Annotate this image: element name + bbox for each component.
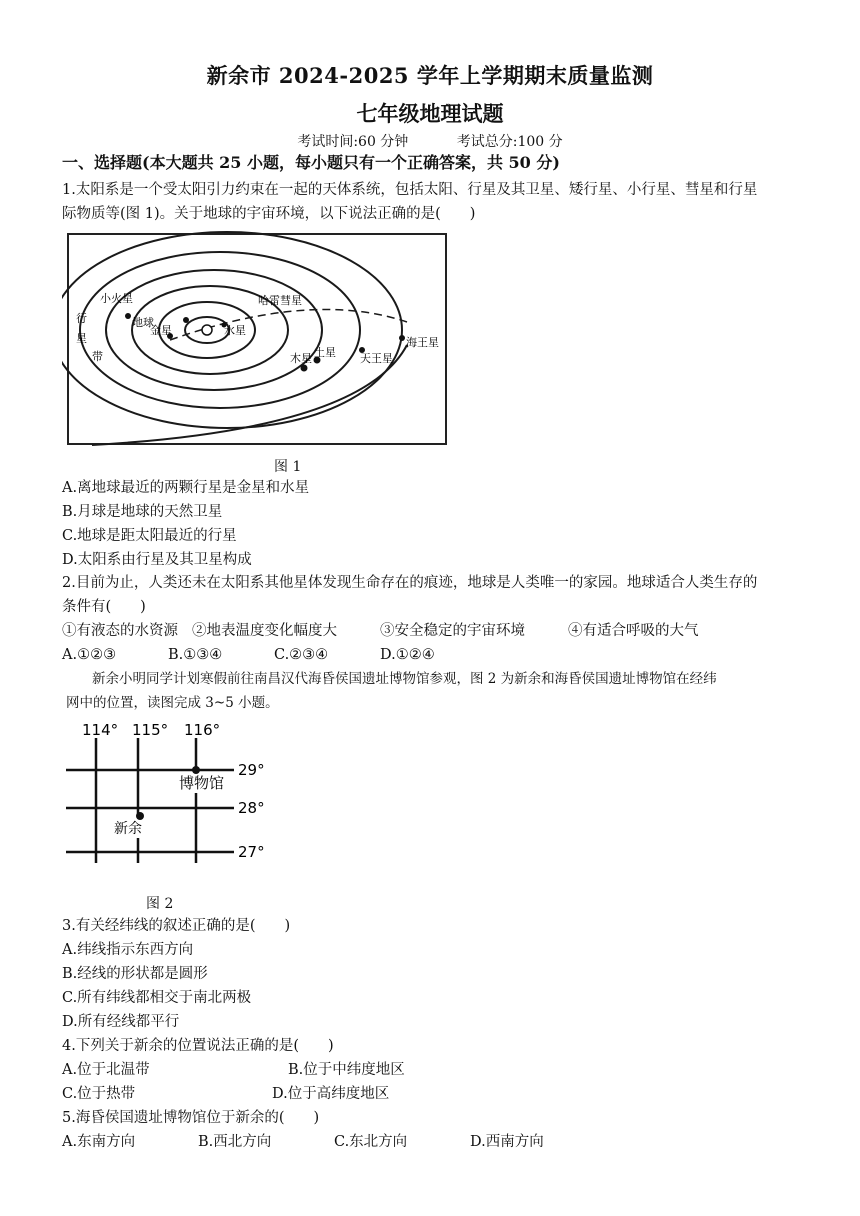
q4-option-a: A.位于北温带 xyxy=(62,1062,150,1078)
q2-statement-1: ①有液态的水资源 xyxy=(62,623,178,639)
q4-stem: 4.下列关于新余的位置说法正确的是( ) xyxy=(62,1038,334,1054)
q1-stem-line1: 1.太阳系是一个受太阳引力约束在一起的天体系统，包括太阳、行星及其卫星、矮行星、小行星、彗星和行星 xyxy=(62,182,758,198)
section-heading: 一、选择题(本大题共 25 小题，每小题只有一个正确答案，共 50 分) xyxy=(62,153,560,172)
museum-marker xyxy=(192,766,200,774)
q5-option-b: B.西北方向 xyxy=(198,1134,272,1150)
exam-meta xyxy=(0,131,860,151)
exam-time: 考试时间:60 分钟 xyxy=(297,134,409,150)
q3-option-a: A.纬线指示东西方向 xyxy=(62,942,194,958)
lat-label-28: 28° xyxy=(238,799,265,817)
q1-stem-line2: 际物质等(图 1)。关于地球的宇宙环境，以下说法正确的是( ) xyxy=(62,206,476,222)
q4-options-row2 xyxy=(62,1084,389,1104)
label-mercury: 水星 xyxy=(224,324,246,337)
figure1-frame xyxy=(68,234,446,444)
q3-option-d: D.所有经线都平行 xyxy=(62,1014,180,1030)
q4-option-c: C.位于热带 xyxy=(62,1086,136,1102)
xinyu-label: 新余 xyxy=(114,821,142,837)
label-saturn: 土星 xyxy=(314,346,336,359)
lon-label-116: 116° xyxy=(184,721,221,739)
lat-label-27: 27° xyxy=(238,843,265,861)
q2-option-d: D.①②④ xyxy=(380,647,435,663)
q2-option-c: C.②③④ xyxy=(274,647,329,663)
label-belt-b: 星 xyxy=(76,332,87,345)
intro35-line2: 网中的位置，读图完成 3~5 小题。 xyxy=(66,695,279,711)
label-jupiter: 木星 xyxy=(290,352,312,365)
q1-option-d: D.太阳系由行星及其卫星构成 xyxy=(62,552,252,568)
q1-option-b: B.月球是地球的天然卫星 xyxy=(62,504,223,520)
lon-label-114: 114° xyxy=(82,721,119,739)
q5-option-d: D.西南方向 xyxy=(470,1134,544,1150)
q1-option-c: C.地球是距太阳最近的行星 xyxy=(62,528,237,544)
figure2-grid-map xyxy=(62,718,282,868)
sun-icon xyxy=(202,325,212,335)
q1-option-a: A.离地球最近的两颗行星是金星和水星 xyxy=(62,480,310,496)
q4-option-d: D.位于高纬度地区 xyxy=(272,1086,390,1102)
q4-options-row1 xyxy=(62,1060,405,1080)
label-uranus: 天王星 xyxy=(360,352,393,365)
q4-option-b: B.位于中纬度地区 xyxy=(288,1062,405,1078)
q5-options xyxy=(62,1132,544,1152)
label-neptune: 海王星 xyxy=(406,336,439,349)
q2-statements xyxy=(62,621,699,641)
q2-options xyxy=(62,645,435,665)
q5-option-c: C.东北方向 xyxy=(334,1134,408,1150)
q2-stem-line2: 条件有( ) xyxy=(62,599,146,615)
figure2-caption: 图 2 xyxy=(146,896,174,912)
q2-statement-3: ③安全稳定的宇宙环境 xyxy=(380,623,525,639)
exam-score: 考试总分:100 分 xyxy=(456,134,563,150)
label-earth: 地球 xyxy=(132,316,154,329)
lat-label-29: 29° xyxy=(238,761,265,779)
label-belt-a: 行 xyxy=(76,312,87,325)
q2-stem-line1: 2.目前为止，人类还未在太阳系其他星体发现生命存在的痕迹，地球是人类唯一的家园。地球适合人类生存的 xyxy=(62,575,758,591)
intro35-line1: 新余小明同学计划寒假前往南昌汉代海昏侯国遗址博物馆参观，图 2 为新余和海昏侯国遗址博物馆在经纬 xyxy=(92,671,717,687)
museum-label: 博物馆 xyxy=(179,774,225,792)
label-venus: 金星 xyxy=(150,324,172,337)
exam-subtitle: 七年级地理试题 xyxy=(356,101,504,126)
q2-statement-4: ④有适合呼吸的大气 xyxy=(568,623,699,639)
q2-statement-2: ②地表温度变化幅度大 xyxy=(192,623,337,639)
q3-option-b: B.经线的形状都是圆形 xyxy=(62,966,208,982)
label-comet: 哈雷彗星 xyxy=(258,294,302,307)
q2-option-a: A.①②③ xyxy=(62,647,117,663)
q5-stem: 5.海昏侯国遗址博物馆位于新余的( ) xyxy=(62,1110,320,1126)
lon-label-115: 115° xyxy=(132,721,169,739)
grid-lines xyxy=(66,738,234,863)
xinyu-marker xyxy=(136,812,144,820)
exam-title: 新余市 2024-2025 学年上学期期末质量监测 xyxy=(206,63,654,88)
q2-option-b: B.①③④ xyxy=(168,647,223,663)
label-belt-c: 带 xyxy=(92,350,103,363)
figure1-caption: 图 1 xyxy=(274,459,302,475)
q5-option-a: A.东南方向 xyxy=(62,1134,136,1150)
label-asteroid: 小火星 xyxy=(100,292,133,305)
q3-option-c: C.所有纬线都相交于南北两极 xyxy=(62,990,252,1006)
q3-stem: 3.有关经纬线的叙述正确的是( ) xyxy=(62,918,291,934)
figure1-solar-system xyxy=(62,230,452,448)
